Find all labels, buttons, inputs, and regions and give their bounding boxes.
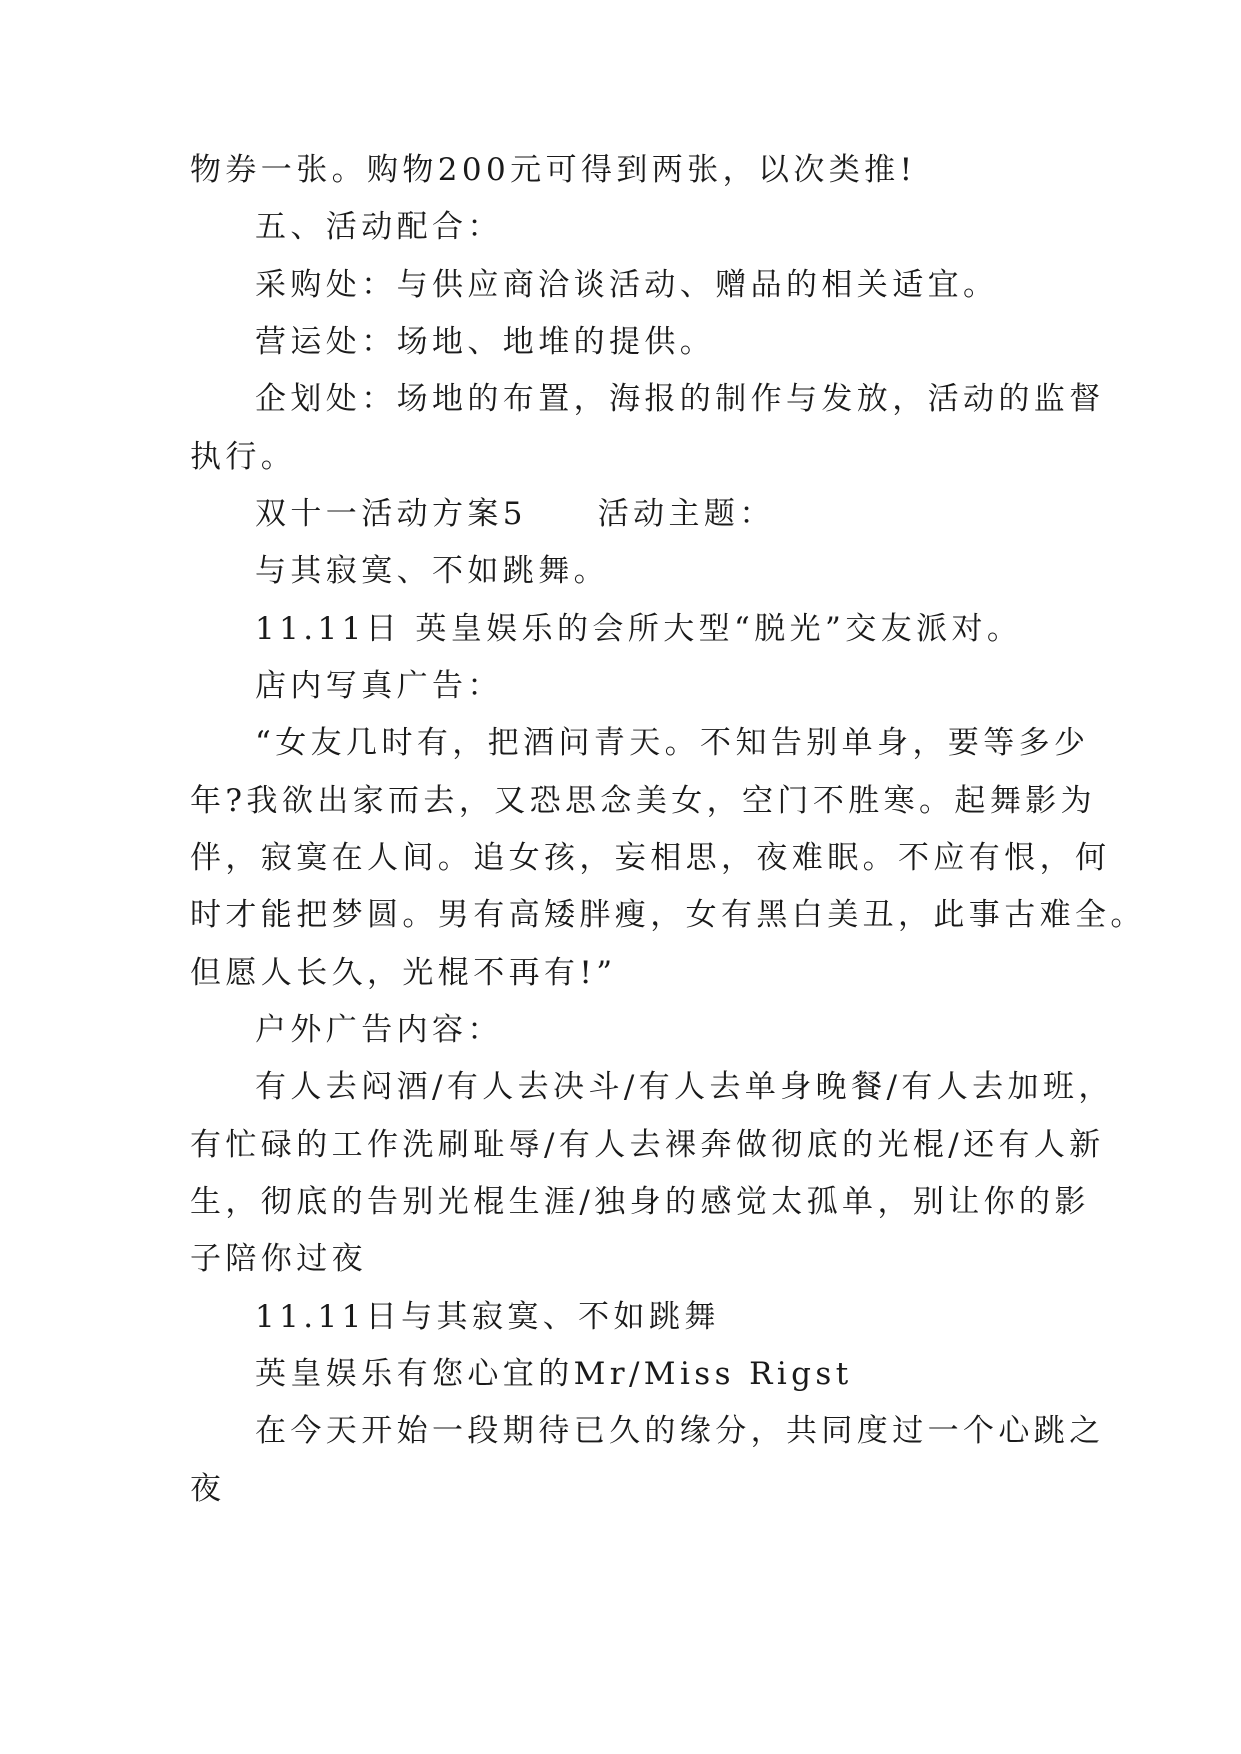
text-line: 有忙碌的工作洗刷耻辱/有人去裸奔做彻底的光棍/还有人新 (190, 1127, 1105, 1163)
text-line: 伴，寂寞在人间。追女孩，妄相思，夜难眠。不应有恨，何 (190, 840, 1111, 876)
text-line: 生，彻底的告别光棍生涯/独身的感觉太孤单，别让你的影 (190, 1184, 1090, 1220)
text-line: 11.11日 英皇娱乐的会所大型“脱光”交友派对。 (255, 611, 1023, 647)
text-line: 有人去闷酒/有人去决斗/有人去单身晚餐/有人去加班， (255, 1069, 1114, 1105)
text-line: 11.11日与其寂寞、不如跳舞 (255, 1299, 720, 1335)
text-line: 时才能把梦圆。男有高矮胖瘦，女有黑白美丑，此事古难全。 (190, 897, 1146, 933)
text-line: “女友几时有，把酒问青天。不知告别单身，要等多少 (255, 725, 1090, 761)
text-line: 与其寂寞、不如跳舞。 (255, 553, 609, 589)
section-heading: 店内写真广告： (255, 668, 503, 704)
text-line: 采购处：与供应商洽谈活动、赠品的相关适宜。 (255, 267, 999, 303)
text-line: 物券一张。购物200元可得到两张，以次类推! (190, 152, 917, 188)
section-heading: 户外广告内容： (255, 1012, 503, 1048)
text-line: 英皇娱乐有您心宜的Mr/Miss Rigst (255, 1356, 853, 1392)
text-line: 营运处：场地、地堆的提供。 (255, 324, 716, 360)
text-line: 企划处：场地的布置，海报的制作与发放，活动的监督 (255, 381, 1105, 417)
text-line: 子陪你过夜 (190, 1241, 367, 1277)
text-line: 执行。 (190, 439, 297, 475)
text-line: 夜 (190, 1471, 226, 1507)
text-line: 但愿人长久，光棍不再有!” (190, 955, 617, 991)
text-line: 在今天开始一段期待已久的缘分，共同度过一个心跳之 (255, 1413, 1105, 1449)
section-heading: 双十一活动方案5 活动主题： (255, 496, 775, 532)
section-heading: 五、活动配合： (255, 209, 503, 245)
text-line: 年?我欲出家而去，又恐思念美女，空门不胜寒。起舞影为 (190, 783, 1097, 819)
